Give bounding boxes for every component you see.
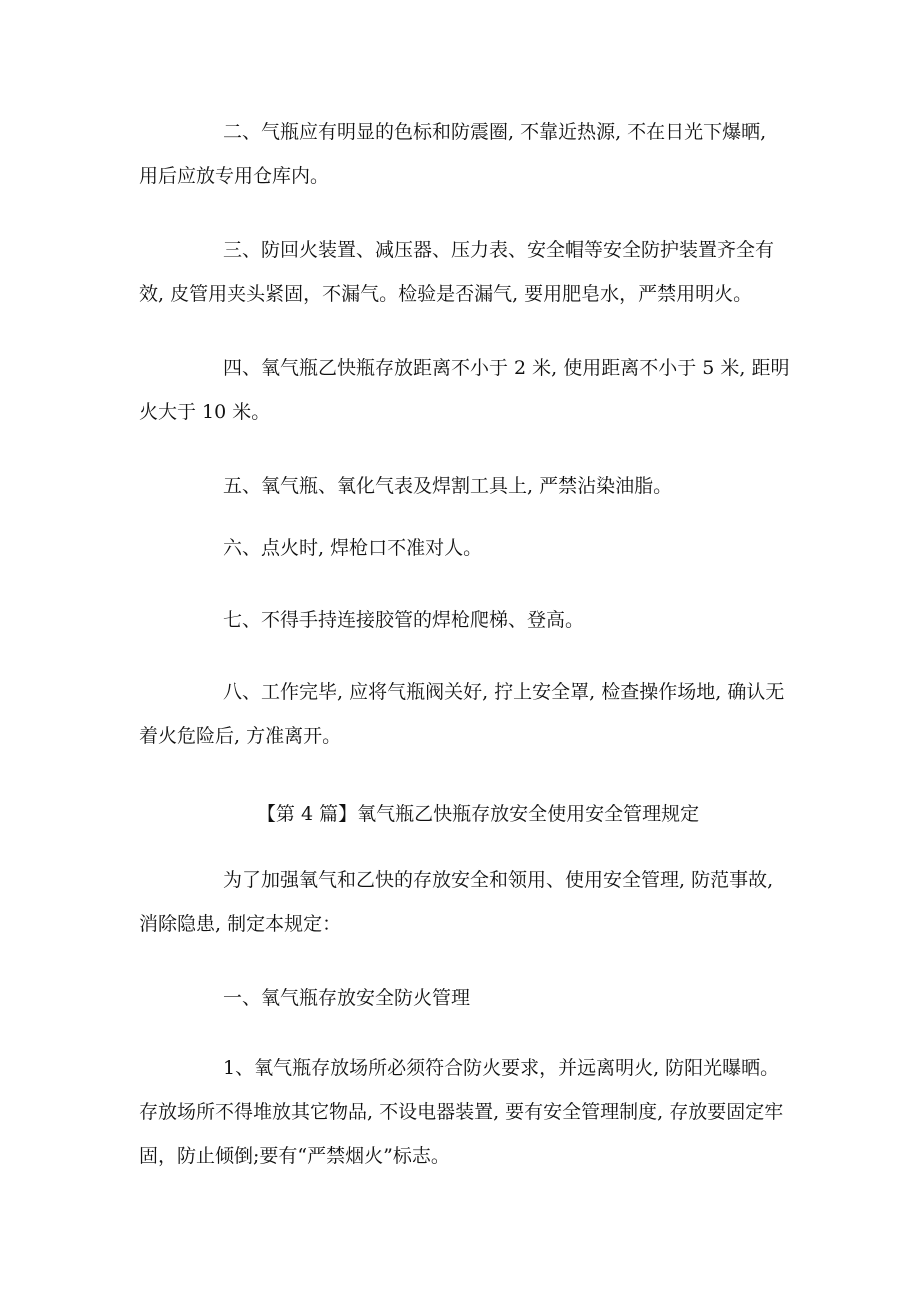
section-title: 【第 4 篇】氧气瓶乙快瓶存放安全使用安全管理规定 bbox=[256, 803, 700, 825]
item-one-paragraph: 1、氧气瓶存放场所必须符合防火要求，并远离明火, 防阳光曝晒。存放场所不得堆放其它物品, 不设电器装置, 要有安全管理制度, 存放要固定牢固，防止倾倒;要有“严禁烟火”标志。 bbox=[139, 1057, 784, 1167]
subheading-oxygen-storage: 一、氧气瓶存放安全防火管理 bbox=[223, 987, 471, 1009]
paragraph-seven: 七、不得手持连接胶管的焊枪爬梯、登高。 bbox=[223, 609, 585, 631]
intro-paragraph: 为了加强氧气和乙快的存放安全和领用、使用安全管理, 防范事故, 消除隐患, 制定本规定： bbox=[139, 869, 774, 935]
paragraph-five: 五、氧气瓶、氧化气表及焊割工具上, 严禁沾染油脂。 bbox=[223, 475, 673, 497]
paragraph-four: 四、氧气瓶乙快瓶存放距离不小于 2 米, 使用距离不小于 5 米, 距明火大于 10 米。 bbox=[139, 357, 790, 423]
paragraph-six: 六、点火时, 焊枪口不准对人。 bbox=[223, 537, 483, 559]
paragraph-eight: 八、工作完毕, 应将气瓶阀关好, 拧上安全罩, 检查操作场地, 确认无着火危险后, 方准离开。 bbox=[139, 681, 785, 747]
paragraph-two: 二、气瓶应有明显的色标和防震圈, 不靠近热源, 不在日光下爆晒, 用后应放专用仓库内。 bbox=[139, 121, 767, 187]
paragraph-three: 三、防回火装置、减压器、压力表、安全帽等安全防护装置齐全有效, 皮管用夹头紧固，不漏气。检验是否漏气, 要用肥皂水，严禁用明火。 bbox=[139, 239, 775, 305]
